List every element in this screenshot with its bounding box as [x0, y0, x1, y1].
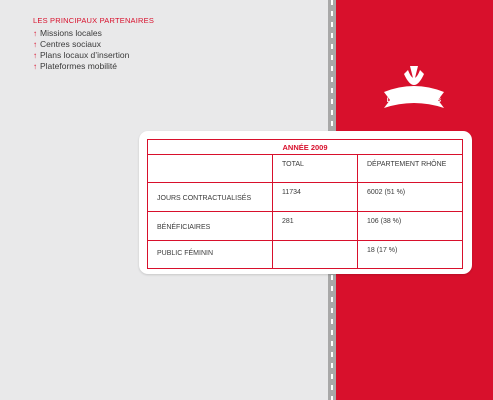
- partner-item: ↑ Plans locaux d’insertion: [33, 50, 130, 60]
- table-row: [148, 212, 463, 241]
- arrow-up-icon: ↑: [33, 51, 37, 60]
- table-row: [148, 183, 463, 212]
- header-cell-rhone: DÉPARTEMENT RHÔNE: [358, 155, 463, 183]
- header-cell-total: TOTAL: [273, 155, 358, 183]
- row-total: 281: [273, 212, 358, 241]
- arrow-up-icon: ↑: [33, 29, 37, 38]
- row-total: 11734: [273, 183, 358, 212]
- row-label: BÉNÉFICIAIRES: [148, 212, 273, 241]
- badge-shape-icon: [380, 66, 448, 116]
- partner-item: ↑ Plateformes mobilité: [33, 61, 118, 71]
- row-rhone: 6002 (51 %): [358, 183, 463, 212]
- table-row: [148, 241, 463, 269]
- arrow-up-icon: ↑: [33, 40, 37, 49]
- row-rhone: 18 (17 %): [358, 241, 463, 269]
- partners-list: [33, 28, 154, 72]
- results-badge: [380, 66, 448, 116]
- row-label: PUBLIC FÉMININ: [148, 241, 273, 269]
- partners-section: [33, 16, 154, 72]
- partners-title: LES PRINCIPAUX PARTENAIRES: [33, 16, 155, 25]
- row-label: JOURS CONTRACTUALISÉS: [148, 183, 273, 212]
- header-cell-empty: [148, 155, 273, 183]
- partner-item: ↑ Centres sociaux: [33, 39, 101, 49]
- year-header: ANNÉE 2009: [148, 140, 463, 155]
- results-table: [147, 139, 463, 269]
- arrow-up-icon: ↑: [33, 62, 37, 71]
- badge-label: LES RÉSULTATS: [386, 97, 442, 104]
- table-header-row: [148, 155, 463, 183]
- results-table-card: [139, 131, 472, 274]
- row-total: [273, 241, 358, 269]
- partner-item: ↑ Missions locales: [33, 28, 102, 38]
- row-rhone: 106 (38 %): [358, 212, 463, 241]
